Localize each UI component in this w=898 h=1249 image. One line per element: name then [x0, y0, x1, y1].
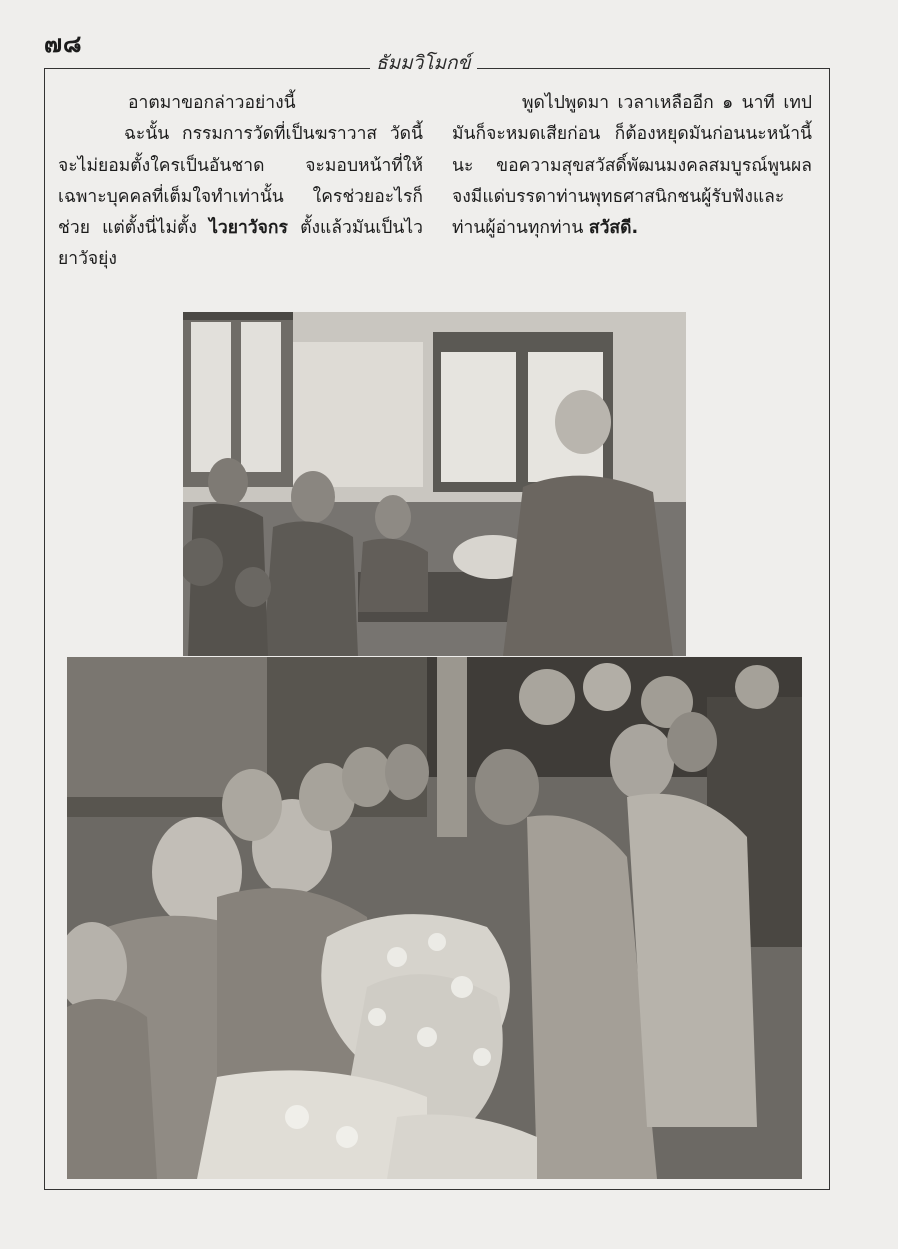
photo-monks-offering-flowers-icon: [67, 657, 802, 1179]
paragraph: [452, 88, 812, 244]
photo-bottom: [67, 657, 802, 1179]
running-header: ธัมมวิโมกข์: [370, 48, 477, 78]
text-column-right: [452, 88, 812, 244]
paragraph-text: พูดไปพูดมา เวลาเหลืออีก ๑ นาที เทปมันก็จะหมดเสียก่อน ก็ต้องหยุดมันก่อนนะหน้านี้นะ ขอความสุขสวัสดิ์พัฒนมงคลสมบูรณ์พูนผล จงมีแด่บรรดาท่านพุทธศาสนิกชนผู้รับฟังและท่านผู้อ่านทุกท่าน: [452, 93, 812, 239]
closing-word: สวัสดี.: [588, 218, 639, 239]
paragraph: [58, 119, 423, 275]
page-number: ๗๘: [44, 30, 83, 58]
paragraph: อาตมาขอกล่าวอย่างนี้: [128, 93, 296, 113]
photo-monks-ceremony-icon: [183, 312, 686, 656]
bold-term: ไวยาวัจกร: [209, 218, 288, 239]
paragraph-text: ตั้งแล้วมันเป็นไวยาวัจยุ่ง: [58, 218, 423, 270]
photo-top: [183, 312, 686, 656]
text-column-left: [58, 88, 423, 276]
paragraph-text: ฉะนั้น กรรมการวัดที่เป็นฆราวาส วัดนี้จะไม่ยอมตั้งใครเป็นอันชาด จะมอบหน้าที่ให้เฉพาะบุคคลที่เต็มใจทำเท่านั้น ใครช่วยอะไรก็ช่วย แต่ตั้งนี่ไม่ตั้ง: [58, 124, 423, 239]
